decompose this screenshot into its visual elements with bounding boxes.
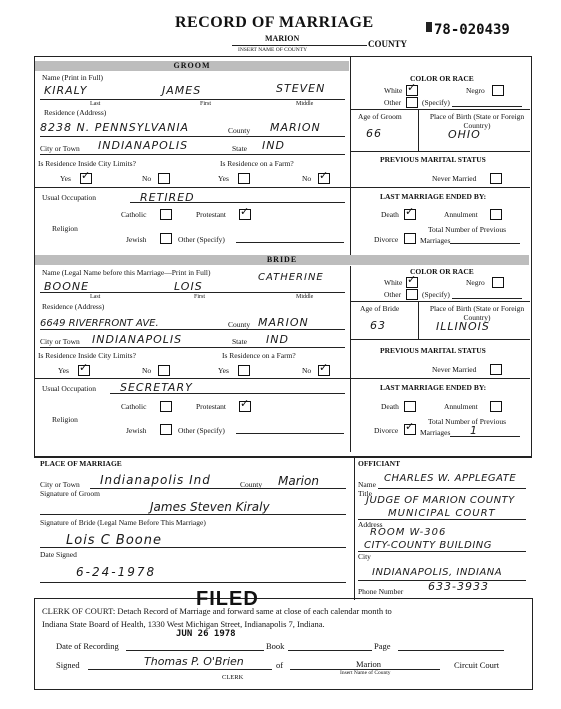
officiant-name-label: Name	[358, 480, 376, 489]
bride-protestant-check: ✓	[240, 397, 250, 410]
bride-signature: Lois C Boone	[66, 533, 162, 548]
signed-label: Signed	[56, 660, 80, 670]
bride-catholic-label: Catholic	[121, 402, 147, 411]
page-label: Page	[374, 641, 391, 651]
bride-age-label: Age of Bride	[360, 304, 400, 313]
bride-band: BRIDE	[35, 255, 529, 265]
county-caption: INSERT NAME OF COUNTY	[238, 47, 308, 53]
bride-farm-no-check: ✓	[319, 361, 329, 374]
groom-jewish-checkbox[interactable]	[160, 233, 172, 244]
bride-age: 63	[370, 319, 386, 332]
insert-county-caption: Insert Name of County	[340, 670, 391, 676]
officiant-title-line1: JUDGE OF MARION COUNTY	[366, 495, 515, 506]
circuit-court-label: Circuit Court	[454, 660, 500, 670]
groom-farm-yes-checkbox[interactable]	[238, 173, 250, 184]
groom-catholic-label: Catholic	[121, 210, 147, 219]
groom-middle-name: STEVEN	[276, 82, 326, 95]
place-city-label: City or Town	[40, 480, 80, 489]
officiant-address-line2: CITY-COUNTY BUILDING	[364, 540, 493, 551]
groom-protestant-label: Protestant	[196, 210, 226, 219]
bride-occupation-label: Usual Occupation	[42, 384, 96, 393]
groom-age-label: Age of Groom	[358, 112, 402, 121]
bride-birthplace: ILLINOIS	[436, 320, 490, 333]
groom-city-no-checkbox[interactable]	[158, 173, 170, 184]
bride-negro-label: Negro	[466, 278, 485, 287]
clerk-label: CLERK	[222, 674, 244, 681]
groom-white-check: ✓	[407, 81, 417, 94]
groom-annulment-checkbox[interactable]	[490, 209, 502, 220]
bride-negro-checkbox[interactable]	[492, 277, 504, 288]
groom-age: 66	[366, 127, 382, 140]
county-value: MARION	[265, 34, 300, 43]
clerk-instructions-line1: CLERK OF COURT: Detach Record of Marriage and forward same at close of each calendar month to	[42, 606, 392, 616]
bride-last-label: Last	[90, 294, 101, 300]
groom-death-check: ✓	[405, 205, 415, 218]
groom-occupation-label: Usual Occupation	[42, 193, 96, 202]
groom-state: IND	[262, 139, 285, 152]
bride-specify-label: (Specify)	[422, 290, 450, 299]
groom-total-prev-label: Total Number of Previous	[428, 225, 507, 234]
bride-city-label: City or Town	[40, 337, 80, 346]
bride-birth-label: Place of Birth (State or Foreign Country)	[429, 304, 525, 322]
groom-negro-label: Negro	[466, 86, 485, 95]
bride-state: IND	[266, 333, 289, 346]
date-of-recording-label: Date of Recording	[56, 641, 119, 651]
clerk-signature: Thomas P. O'Brien	[144, 655, 244, 668]
groom-other-religion-label: Other (Specify)	[178, 235, 225, 244]
groom-farm-no-label: No	[302, 174, 312, 183]
filed-date-stamp: JUN 26 1978	[176, 629, 236, 639]
groom-signature: James Steven Kiraly	[150, 500, 270, 514]
bride-residence-label: Residence (Address)	[42, 302, 105, 311]
officiant-title-label: Title	[358, 489, 372, 498]
bride-never-married-label: Never Married	[432, 365, 477, 374]
groom-last-label: Last	[90, 101, 101, 107]
groom-protestant-check: ✓	[240, 205, 250, 218]
groom-last-name: KIRALY	[44, 84, 88, 97]
bride-city-yes-check: ✓	[79, 361, 89, 374]
bride-marriages-label: Marriages	[420, 428, 451, 437]
bride-death-checkbox[interactable]	[404, 401, 416, 412]
groom-never-married-checkbox[interactable]	[490, 173, 502, 184]
bride-death-label: Death	[381, 402, 399, 411]
officiant-phone-label: Phone Number	[358, 587, 404, 596]
groom-city-label: City or Town	[40, 144, 80, 153]
form-title: RECORD OF MARRIAGE	[175, 14, 374, 31]
bride-name-label: Name (Legal Name before this Marriage—Print in Full)	[42, 268, 211, 277]
officiant-label: OFFICIANT	[358, 459, 401, 468]
groom-marriages-label: Marriages	[420, 236, 451, 245]
date-signed: 6-24-1978	[76, 565, 157, 579]
bride-farm-no-label: No	[302, 366, 312, 375]
groom-city-yes-label: Yes	[60, 174, 71, 183]
bride-first-name: LOIS	[174, 280, 203, 293]
groom-birth-label: Place of Birth (State or Foreign Country)	[429, 112, 525, 130]
groom-farm-yes-label: Yes	[218, 174, 229, 183]
place-of-marriage-label: PLACE OF MARRIAGE	[40, 459, 122, 468]
bride-middle-name: CATHERINE	[258, 272, 324, 283]
groom-middle-label: Middle	[296, 101, 314, 107]
groom-religion-label: Religion	[52, 224, 78, 233]
bride-other-race-label: Other	[384, 290, 402, 299]
officiant-title-line2: MUNICIPAL COURT	[388, 508, 496, 519]
bride-annulment-label: Annulment	[444, 402, 478, 411]
officiant-address-line1: ROOM W-306	[370, 527, 447, 538]
groom-death-label: Death	[381, 210, 399, 219]
groom-divorce-checkbox[interactable]	[404, 233, 416, 244]
groom-prev-status-label: PREVIOUS MARITAL STATUS	[380, 155, 486, 164]
groom-first-name: JAMES	[162, 84, 202, 97]
bride-annulment-checkbox[interactable]	[490, 401, 502, 412]
bride-farm-yes-label: Yes	[218, 366, 229, 375]
groom-on-farm-label: Is Residence on a Farm?	[220, 159, 294, 168]
groom-farm-no-check: ✓	[319, 169, 329, 182]
groom-catholic-checkbox[interactable]	[160, 209, 172, 220]
groom-city-no-label: No	[142, 174, 152, 183]
groom-color-race-label: COLOR OR RACE	[410, 74, 474, 83]
groom-residence: 8238 N. PENNSYLVANIA	[40, 121, 190, 134]
bride-city-no-label: No	[142, 366, 152, 375]
bride-state-label: State	[232, 337, 247, 346]
place-city: Indianapolis Ind	[100, 473, 211, 487]
officiant-name: CHARLES W. APPLEGATE	[384, 473, 517, 484]
groom-other-race-label: Other	[384, 98, 402, 107]
officiant-phone: 633-3933	[428, 580, 489, 593]
bride-white-check: ✓	[407, 273, 417, 286]
bride-other-religion-label: Other (Specify)	[178, 426, 225, 435]
bride-first-label: First	[194, 294, 206, 300]
groom-residence-label: Residence (Address)	[44, 108, 107, 117]
book-label: Book	[266, 641, 285, 651]
bride-farm-yes-checkbox[interactable]	[238, 365, 250, 376]
bride-last-ended-label: LAST MARRIAGE ENDED BY:	[380, 383, 487, 392]
bride-occupation: SECRETARY	[120, 381, 193, 394]
groom-county-label: County	[228, 126, 251, 135]
county-label: COUNTY	[368, 39, 408, 49]
bride-jewish-label: Jewish	[126, 426, 147, 435]
record-number-mark	[426, 22, 432, 32]
bride-religion-label: Religion	[52, 415, 78, 424]
groom-county: MARION	[270, 121, 321, 134]
bride-prev-status-label: PREVIOUS MARITAL STATUS	[380, 346, 486, 355]
bride-jewish-checkbox[interactable]	[160, 424, 172, 435]
bride-divorce-label: Divorce	[374, 426, 399, 435]
groom-jewish-label: Jewish	[126, 235, 147, 244]
groom-band: GROOM	[35, 61, 349, 71]
officiant-city: INDIANAPOLIS, INDIANA	[372, 567, 503, 578]
place-county: Marion	[278, 474, 319, 488]
groom-state-label: State	[232, 144, 247, 153]
groom-other-race-checkbox[interactable]	[406, 97, 418, 108]
groom-annulment-label: Annulment	[444, 210, 478, 219]
groom-never-married-label: Never Married	[432, 174, 477, 183]
bride-county: MARION	[258, 316, 309, 329]
groom-specify-label: (Specify)	[422, 98, 450, 107]
bride-city-no-checkbox[interactable]	[158, 365, 170, 376]
bride-other-race-checkbox[interactable]	[406, 289, 418, 300]
bride-inside-city-label: Is Residence Inside City Limits?	[38, 351, 136, 360]
bride-last-name: BOONE	[44, 280, 90, 293]
groom-last-ended-label: LAST MARRIAGE ENDED BY:	[380, 192, 487, 201]
bride-middle-label: Middle	[296, 294, 314, 300]
date-signed-label: Date Signed	[40, 550, 77, 559]
groom-divorce-label: Divorce	[374, 235, 399, 244]
officiant-city-label: City	[358, 552, 371, 561]
bride-prev-marriages: 1	[470, 424, 478, 437]
clerk-county: Marion	[356, 659, 382, 669]
officiant-address-label: Address	[358, 520, 383, 529]
bride-county-label: County	[228, 320, 251, 329]
place-county-label: County	[240, 480, 263, 489]
bride-on-farm-label: Is Residence on a Farm?	[222, 351, 296, 360]
groom-signature-label: Signature of Groom	[40, 489, 100, 498]
groom-negro-checkbox[interactable]	[492, 85, 504, 96]
bride-never-married-checkbox[interactable]	[490, 364, 502, 375]
groom-occupation: RETIRED	[140, 191, 195, 204]
groom-city-yes-check: ✓	[81, 169, 91, 182]
bride-color-race-label: COLOR OR RACE	[410, 267, 474, 276]
groom-white-label: White	[384, 86, 403, 95]
bride-catholic-checkbox[interactable]	[160, 401, 172, 412]
record-number: 78-020439	[434, 22, 510, 38]
bride-total-prev-label: Total Number of Previous	[428, 417, 507, 426]
filed-stamp: FILED	[196, 588, 259, 610]
bride-white-label: White	[384, 278, 403, 287]
bride-city: INDIANAPOLIS	[92, 333, 183, 346]
bride-protestant-label: Protestant	[196, 402, 226, 411]
groom-name-label: Name (Print in Full)	[42, 73, 104, 82]
groom-first-label: First	[200, 101, 212, 107]
bride-divorce-check: ✓	[405, 420, 415, 433]
groom-city: INDIANAPOLIS	[98, 139, 189, 152]
bride-residence: 6649 RIVERFRONT AVE.	[40, 318, 159, 329]
of-label: of	[276, 660, 284, 670]
clerk-instructions-line2: Indiana State Board of Health, 1330 West Michigan Street, Indianapolis 7, Indiana.	[42, 619, 325, 629]
bride-city-yes-label: Yes	[58, 366, 69, 375]
groom-birthplace: OHIO	[448, 128, 481, 141]
groom-inside-city-label: Is Residence Inside City Limits?	[38, 159, 136, 168]
bride-signature-label: Signature of Bride (Legal Name Before This Marriage)	[40, 518, 206, 527]
